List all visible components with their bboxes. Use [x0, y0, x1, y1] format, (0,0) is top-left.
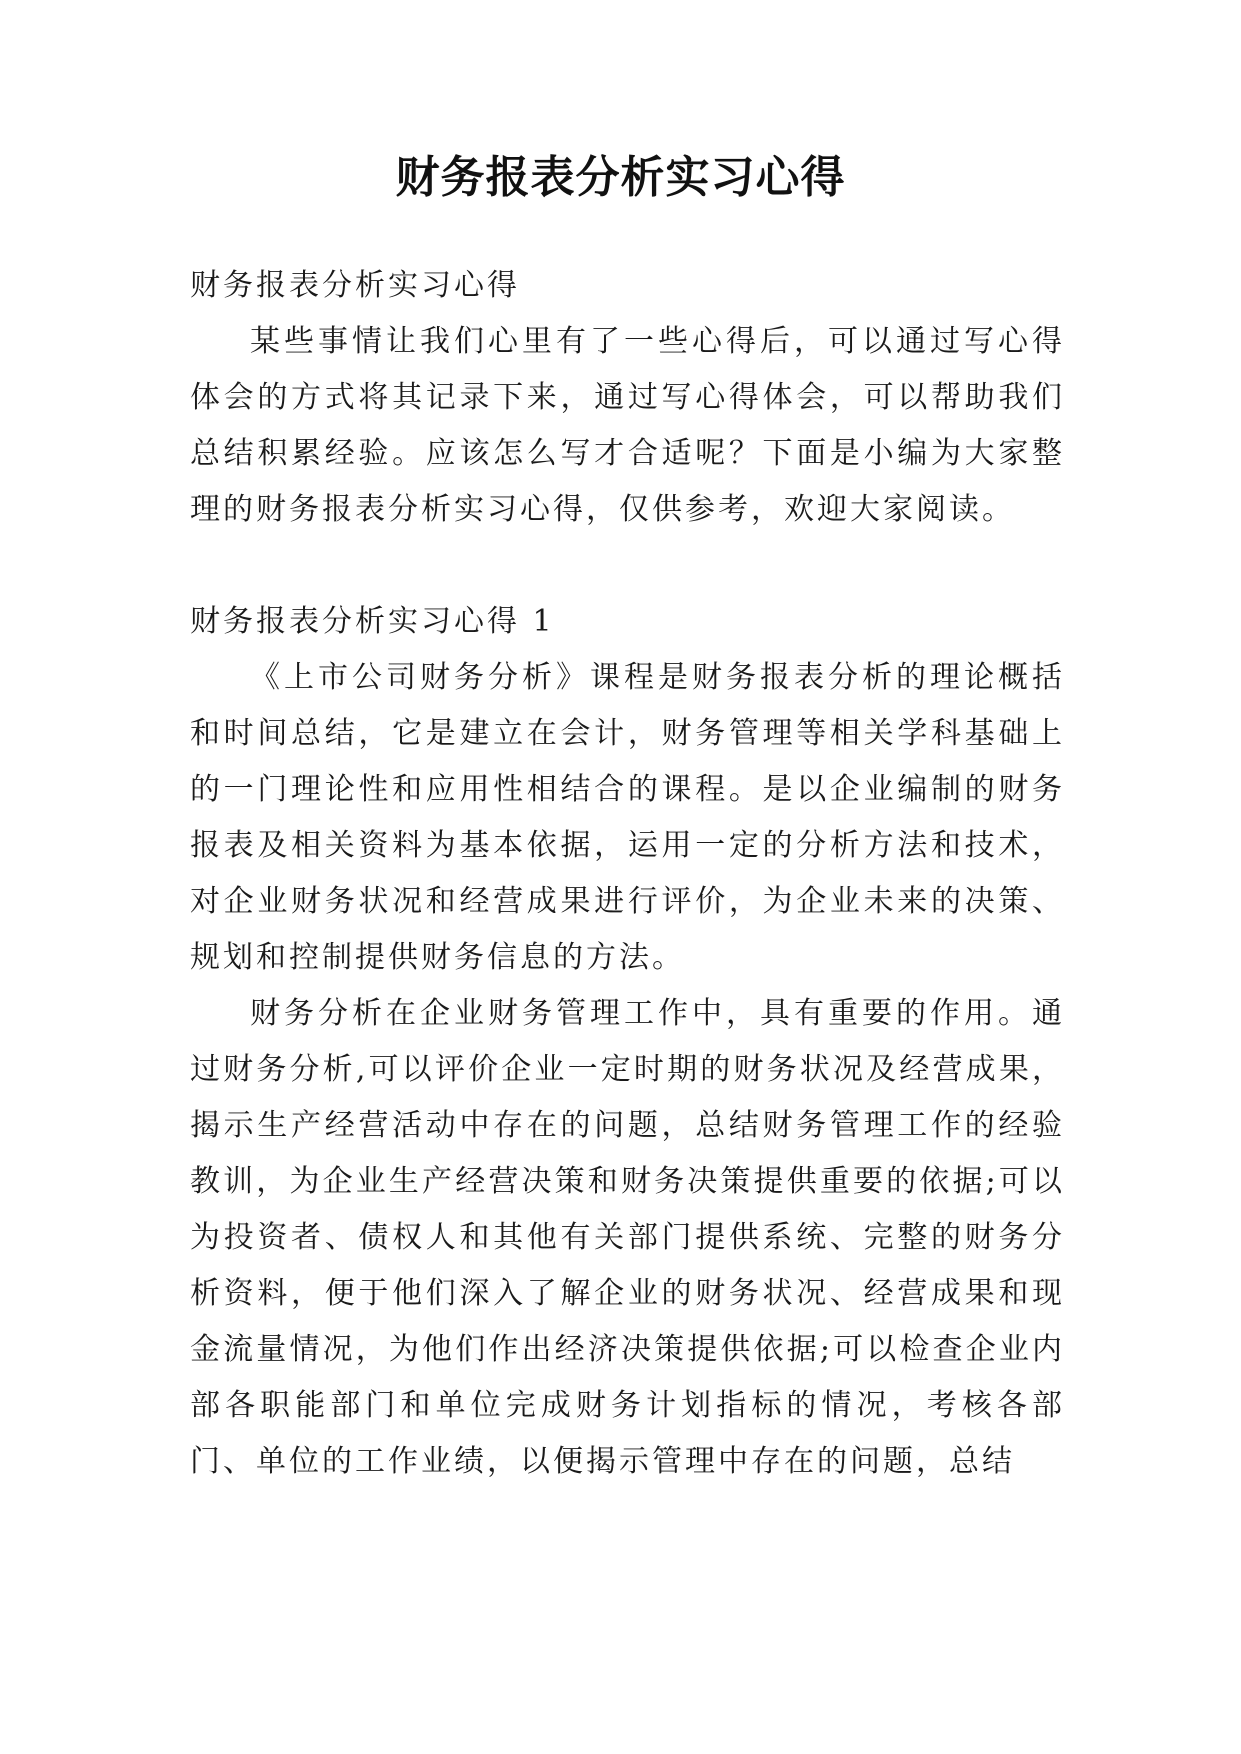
section1-paragraph-1: 《上市公司财务分析》课程是财务报表分析的理论概括和时间总结，它是建立在会计，财务管理等相关学科基础上的一门理论性和应用性相结合的课程。是以企业编制的财务报表及相关资料为基本依据，运用一定的分析方法和技术，对企业财务状况和经营成果进行评价，为企业未来的决策、规划和控制提供财务信息的方法。 [190, 660, 1065, 975]
section1-heading: 财务报表分析实习心得 1 [190, 604, 555, 639]
section-spacer [190, 538, 1065, 594]
intro-heading: 财务报表分析实习心得 [190, 268, 520, 303]
section1-paragraph-2: 财务分析在企业财务管理工作中，具有重要的作用。通过财务分析,可以评价企业一定时期的财务状况及经营成果，揭示生产经营活动中存在的问题，总结财务管理工作的经验教训，为企业生产经营决策和财务决策提供重要的依据;可以为投资者、债权人和其他有关部门提供系统、完整的财务分析资料，便于他们深入了解企业的财务状况、经营成果和现金流量情况，为他们作出经济决策提供依据;可以检查企业内部各职能部门和单位完成财务计划指标的情况，考核各部门、单位的工作业绩，以便揭示管理中存在的问题，总结 [190, 996, 1065, 1479]
intro-paragraph: 某些事情让我们心里有了一些心得后，可以通过写心得体会的方式将其记录下来，通过写心得体会，可以帮助我们总结积累经验。应该怎么写才合适呢？下面是小编为大家整理的财务报表分析实习心得，仅供参考，欢迎大家阅读。 [190, 324, 1065, 527]
document-body [190, 258, 1065, 1490]
page-title: 财务报表分析实习心得 [395, 152, 846, 203]
